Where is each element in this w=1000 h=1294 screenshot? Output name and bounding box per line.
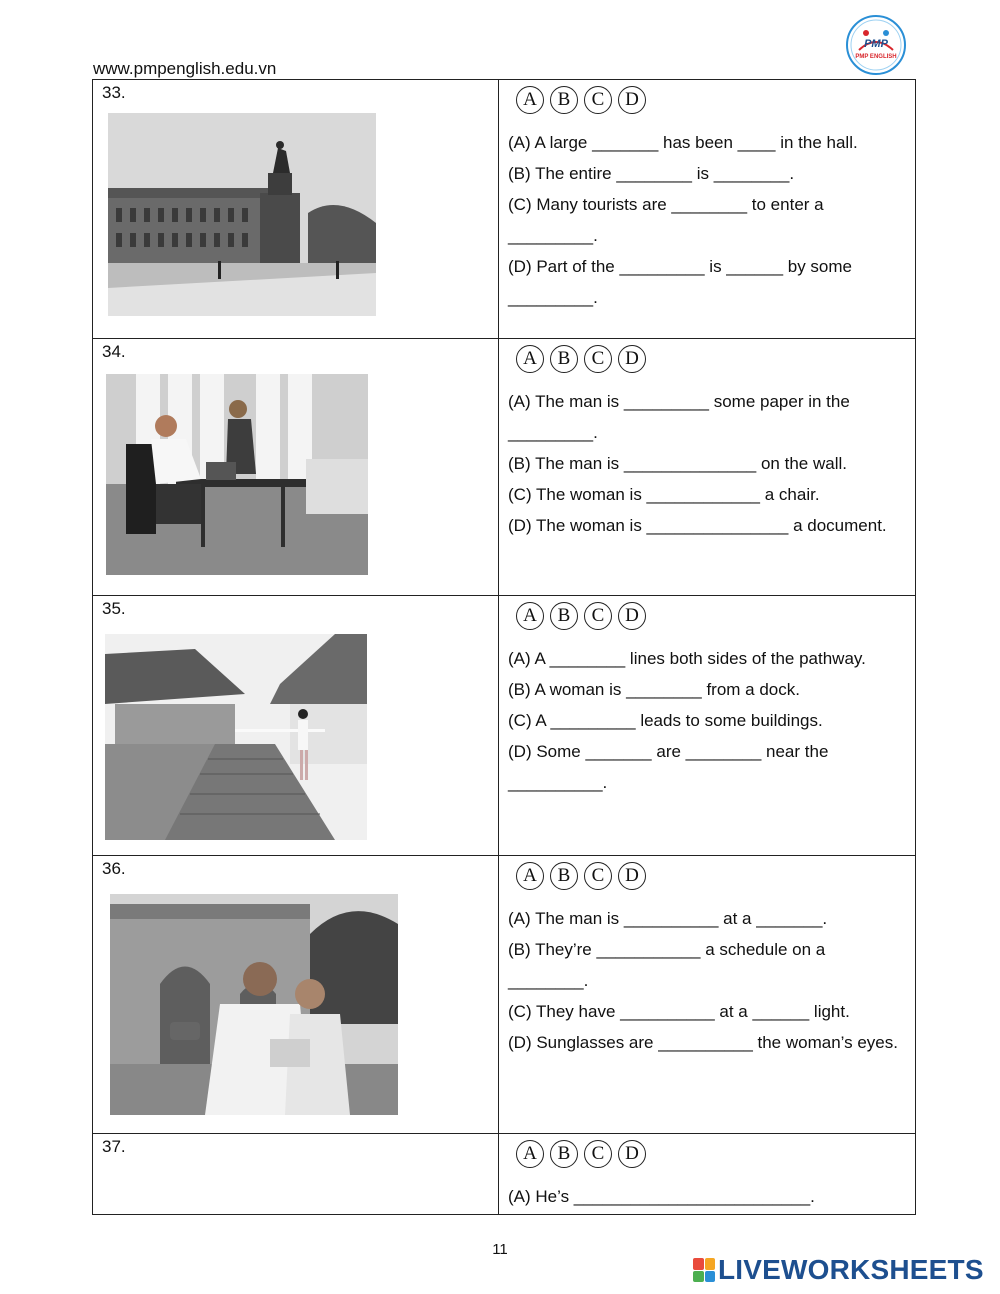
option-b: (B) They’re ___________ a schedule on a ________. [508,940,826,990]
option-c: (C) They have __________ at a ______ light. [508,1002,850,1021]
couple-map-photo [110,894,398,1115]
bubble-b[interactable]: B [550,862,578,890]
option-a: (A) A large _______ has been ____ in the hall. [508,133,858,152]
option-b: (B) The entire ________ is ________. [508,164,795,183]
bubble-c[interactable]: C [584,862,612,890]
answer-bubbles [516,345,646,373]
question-options-cell [499,339,915,595]
question-image-cell [93,339,499,595]
answer-bubbles [516,86,646,114]
question-row-35 [93,596,915,856]
logo-mark: PMP [864,38,888,50]
question-options-cell [499,80,915,338]
question-number: 37. [102,1137,126,1156]
question-row-36 [93,856,915,1134]
option-c: (C) The woman is ____________ a chair. [508,485,820,504]
bubble-d[interactable]: D [618,345,646,373]
site-url: www.pmpenglish.edu.vn [93,59,277,78]
pmp-english-logo [845,14,907,76]
option-a: (A) The man is _________ some paper in the _________. [508,392,850,442]
question-row-34 [93,339,915,596]
question-number: 34. [102,342,126,361]
page-number: 11 [492,1241,508,1258]
option-d: (D) Sunglasses are __________ the woman’s eyes. [508,1033,898,1052]
question-number: 35. [102,599,126,618]
bubble-d[interactable]: D [618,862,646,890]
question-options-cell [499,596,915,855]
bubble-b[interactable]: B [550,602,578,630]
bubble-a[interactable]: A [516,862,544,890]
bubble-c[interactable]: C [584,602,612,630]
bubble-b[interactable]: B [550,345,578,373]
bubble-b[interactable]: B [550,1140,578,1168]
question-options-cell [499,856,915,1133]
option-b: (B) The man is ______________ on the wall. [508,454,847,473]
bubble-c[interactable]: C [584,345,612,373]
answer-bubbles [516,862,646,890]
bubble-a[interactable]: A [516,86,544,114]
liveworksheets-badge-icon [693,1258,715,1282]
bubble-c[interactable]: C [584,1140,612,1168]
bubble-d[interactable]: D [618,602,646,630]
option-c: (C) A _________ leads to some buildings. [508,711,823,730]
question-number: 33. [102,83,126,102]
bubble-d[interactable]: D [618,86,646,114]
question-image-cell [93,856,499,1133]
liveworksheets-logo [693,1254,984,1286]
palace-statue-photo [108,113,376,316]
office-photo [106,374,368,575]
bubble-d[interactable]: D [618,1140,646,1168]
question-number: 36. [102,859,126,878]
option-a: (A) He’s _________________________. [508,1187,815,1206]
option-d: (D) Part of the _________ is ______ by some _________. [508,257,852,307]
question-row-33 [93,80,915,339]
option-a: (A) A ________ lines both sides of the pathway. [508,649,866,668]
bubble-b[interactable]: B [550,86,578,114]
option-c: (C) Many tourists are ________ to enter a _________. [508,195,824,245]
options-list [508,386,908,541]
options-list [508,127,908,313]
huts-dock-photo [105,634,367,840]
bubble-c[interactable]: C [584,86,612,114]
options-list [508,903,908,1058]
options-list [508,1181,908,1212]
options-list [508,643,908,798]
logo-text: PMP ENGLISH [855,54,897,60]
liveworksheets-wordmark: LIVEWORKSHEETS [718,1254,984,1285]
question-options-cell [499,1134,915,1214]
option-d: (D) Some _______ are ________ near the __________. [508,742,829,792]
option-a: (A) The man is __________ at a _______. [508,909,828,928]
question-row-37 [93,1134,915,1214]
question-image-cell [93,80,499,338]
question-image-cell [93,1134,499,1214]
bubble-a[interactable]: A [516,345,544,373]
bubble-a[interactable]: A [516,602,544,630]
answer-bubbles [516,1140,646,1168]
option-b: (B) A woman is ________ from a dock. [508,680,800,699]
question-image-cell [93,596,499,855]
bubble-a[interactable]: A [516,1140,544,1168]
question-table [92,79,916,1215]
answer-bubbles [516,602,646,630]
option-d: (D) The woman is _______________ a document. [508,516,887,535]
